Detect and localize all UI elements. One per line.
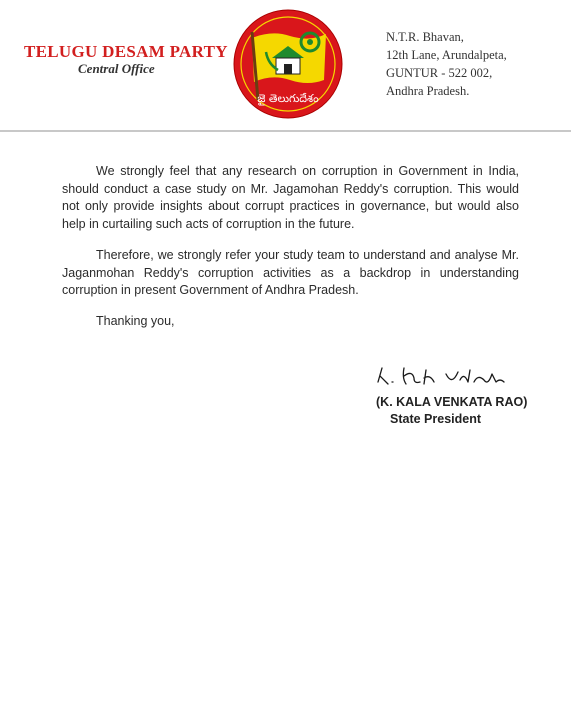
signatory-title: State President	[390, 412, 482, 426]
party-name: TELUGU DESAM PARTY	[24, 42, 228, 61]
office-label: Central Office	[78, 61, 155, 76]
paragraph-1-text: We strongly feel that any research on corruption in Government in India, should conduct a case study on Mr. Jagamohan Reddy's corruption. This would not only provide insights about corrupt practices in governance, but would also help in curtailing such acts of corruption in the future.	[62, 164, 519, 231]
address-line: GUNTUR - 522 002,	[386, 66, 493, 80]
body-paragraph-1	[62, 163, 519, 233]
logo-text: జై తెలుగుదేశం	[257, 92, 319, 105]
signatory-block	[376, 394, 527, 428]
paragraph-2-text: Therefore, we strongly refer your study team to understand and analyse Mr. Jaganmohan Reddy's corruption activities as a backdrop in understanding corruption in present Government of Andhra Pradesh.	[62, 248, 519, 297]
party-logo	[232, 8, 344, 120]
body-paragraph-2	[62, 247, 519, 300]
address-line: Andhra Pradesh.	[386, 84, 470, 98]
header-divider	[0, 130, 571, 132]
address-block	[386, 28, 507, 100]
signatory-name: (K. KALA VENKATA RAO)	[376, 395, 528, 409]
address-line: 12th Lane, Arundalpeta,	[386, 48, 507, 62]
closing-line: Thanking you,	[96, 314, 175, 328]
handwritten-signature	[368, 360, 518, 394]
address-line: N.T.R. Bhavan,	[386, 30, 464, 44]
